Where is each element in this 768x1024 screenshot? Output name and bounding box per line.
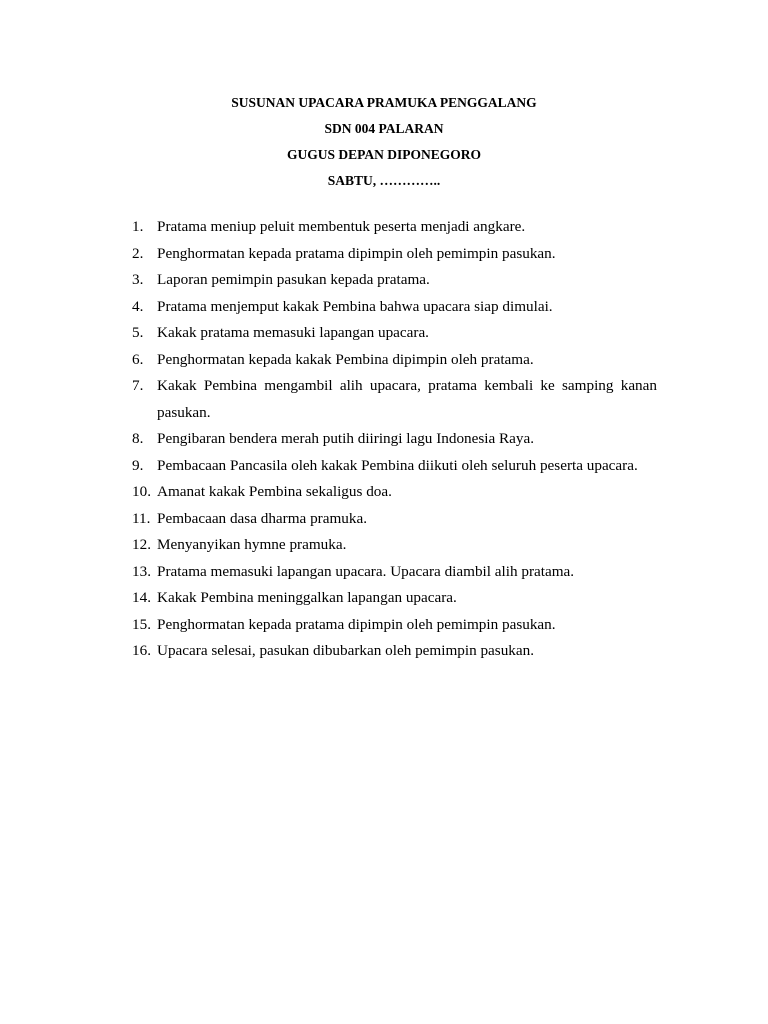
list-item xyxy=(132,612,657,639)
list-item xyxy=(132,453,657,480)
list-item xyxy=(132,267,657,294)
item-text: Amanat kakak Pembina sekaligus doa. xyxy=(157,483,392,500)
item-text: Kakak Pembina meninggalkan lapangan upacara. xyxy=(157,589,457,606)
item-number: 4. xyxy=(132,297,144,315)
item-number: 10. xyxy=(132,483,151,500)
item-number: 2. xyxy=(132,244,144,262)
item-text: Pratama memasuki lapangan upacara. Upacara diambil alih pratama. xyxy=(157,562,575,580)
item-number: 5. xyxy=(132,324,144,341)
item-text: Kakak pratama memasuki lapangan upacara. xyxy=(157,324,429,341)
list-item xyxy=(132,294,657,321)
item-text: Pembacaan dasa dharma pramuka. xyxy=(157,509,367,527)
item-text: Upacara selesai, pasukan dibubarkan oleh pemimpin pasukan. xyxy=(157,642,535,659)
item-number: 12. xyxy=(132,536,151,553)
list-item xyxy=(132,241,657,268)
event-date: SABTU, ………….. xyxy=(327,173,441,188)
item-number: 1. xyxy=(132,218,144,235)
list-item xyxy=(132,214,657,241)
item-text: Penghormatan kepada pratama dipimpin oleh pemimpin pasukan. xyxy=(157,244,556,262)
list-item xyxy=(132,320,657,347)
list-item xyxy=(132,506,657,533)
item-number: 7. xyxy=(132,377,144,394)
item-text: Laporan pemimpin pasukan kepada pratama. xyxy=(157,271,430,288)
item-number: 13. xyxy=(132,562,151,580)
item-text: Penghormatan kepada pratama dipimpin oleh pemimpin pasukan. xyxy=(157,615,556,633)
item-text: Menyanyikan hymne pramuka. xyxy=(157,536,347,553)
school-name: SDN 004 PALARAN xyxy=(324,121,444,136)
list-item xyxy=(132,585,657,612)
item-text: Pratama menjemput kakak Pembina bahwa upacara siap dimulai. xyxy=(157,297,553,315)
item-number: 15. xyxy=(132,615,151,633)
list-item xyxy=(132,426,657,453)
item-number: 6. xyxy=(132,350,144,368)
item-number: 9. xyxy=(132,456,144,474)
item-number: 14. xyxy=(132,589,151,606)
gugus-name: GUGUS DEPAN DIPONEGORO xyxy=(286,147,481,162)
document-title: SUSUNAN UPACARA PRAMUKA PENGGALANG xyxy=(231,95,537,110)
item-text: Pengibaran bendera merah putih diiringi lagu Indonesia Raya. xyxy=(157,430,535,447)
list-item xyxy=(132,559,657,586)
item-text: Pembacaan Pancasila oleh kakak Pembina diikuti oleh seluruh peserta upacara. xyxy=(157,456,638,474)
item-number: 16. xyxy=(132,642,151,659)
list-item xyxy=(132,347,657,374)
list-item xyxy=(132,532,657,559)
list-item xyxy=(132,638,657,665)
document-header xyxy=(0,90,768,194)
ceremony-steps-list xyxy=(132,214,657,665)
item-text: Penghormatan kepada kakak Pembina dipimpin oleh pratama. xyxy=(157,350,534,368)
item-number: 11. xyxy=(132,509,151,527)
list-item xyxy=(132,373,657,426)
item-text: Kakak Pembina mengambil alih upacara, pratama kembali ke samping kanan pasukan. xyxy=(157,377,657,421)
list-item xyxy=(132,479,657,506)
item-number: 3. xyxy=(132,271,144,288)
item-number: 8. xyxy=(132,430,144,447)
item-text: Pratama meniup peluit membentuk peserta menjadi angkare. xyxy=(157,218,526,235)
